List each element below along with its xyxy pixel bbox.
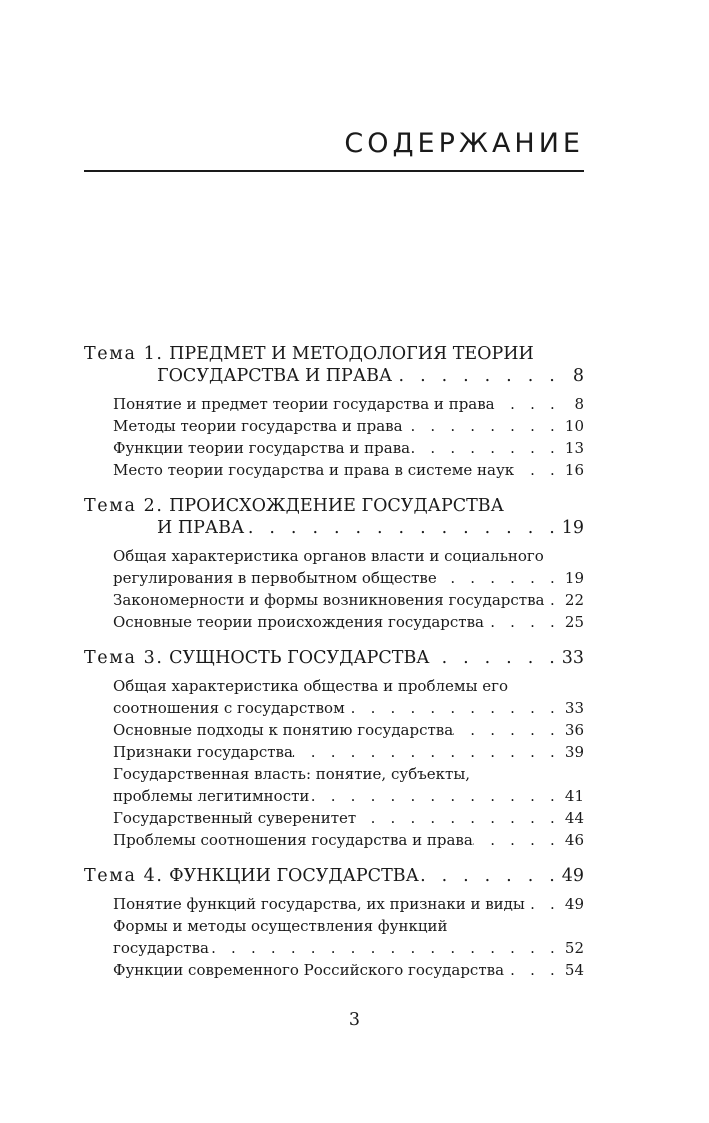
toc-topic-3 <box>84 647 584 669</box>
toc-entry[interactable] <box>113 829 584 851</box>
entry-title-first-line: Общая характеристика органов власти и социального <box>113 547 544 565</box>
entry-title: Государственный суверенитет <box>113 809 357 827</box>
leader-dots <box>504 959 560 981</box>
toc-topic-2 <box>84 495 584 539</box>
topic-title: ПРОИСХОЖДЕНИЕ ГОСУДАРСТВА <box>169 496 504 516</box>
entry-title-first-line: Государственная власть: понятие, субъекты, <box>113 765 471 783</box>
entry-title: проблемы легитимности <box>113 787 310 805</box>
leader-dots <box>544 589 560 611</box>
leader-dots <box>419 865 560 887</box>
page-ref: 10 <box>564 417 584 435</box>
toc-subsections-1 <box>84 393 584 481</box>
leader-dots <box>403 415 560 437</box>
page-ref: 49 <box>561 866 584 886</box>
toc-topic-4 <box>84 865 584 887</box>
toc-entry[interactable] <box>113 415 584 437</box>
page-ref: 49 <box>564 895 584 913</box>
entry-title: Понятие функций государства, их признаки и виды <box>113 895 525 913</box>
toc-entry[interactable] <box>113 437 584 459</box>
toc-entry[interactable] <box>113 741 584 763</box>
topic-title-continued: И ПРАВА <box>157 518 245 538</box>
toc-subsections-2 <box>84 545 584 633</box>
table-of-contents <box>84 343 584 981</box>
leader-dots <box>437 567 560 589</box>
entry-title: соотношения с государством <box>113 699 345 717</box>
page-number: 3 <box>348 1010 361 1030</box>
entry-title: Функции современного Российского государства <box>113 961 505 979</box>
entry-title: Функции теории государства и права <box>113 439 411 457</box>
topic-prefix: Тема 3. <box>84 648 164 668</box>
toc-entry[interactable] <box>113 393 584 415</box>
topic-title: ФУНКЦИИ ГОСУДАРСТВА <box>169 866 419 886</box>
leader-dots <box>495 393 560 415</box>
entry-title: Проблемы соотношения государства и права <box>113 831 473 849</box>
leader-dots <box>356 807 560 829</box>
topic-prefix: Тема 1. <box>84 344 164 364</box>
leader-dots <box>293 741 560 763</box>
toc-entry[interactable] <box>113 719 584 741</box>
topic-prefix: Тема 4. <box>84 866 164 886</box>
leader-dots <box>430 647 560 669</box>
page-ref: 46 <box>564 831 584 849</box>
page-ref: 39 <box>564 743 584 761</box>
page-ref: 41 <box>564 787 584 805</box>
entry-title-first-line: Общая характеристика общества и проблемы его <box>113 677 509 695</box>
toc-topic-1 <box>84 343 584 387</box>
page-ref: 13 <box>564 439 584 457</box>
page-ref: 52 <box>564 939 584 957</box>
toc-entry-topic-3[interactable] <box>84 647 584 669</box>
toc-entry[interactable] <box>113 697 584 719</box>
entry-title: регулирования в первобытном обществе <box>113 569 437 587</box>
leader-dots <box>392 365 560 387</box>
toc-entry[interactable] <box>113 959 584 981</box>
toc-entry[interactable] <box>113 459 584 481</box>
page-ref: 25 <box>564 613 584 631</box>
leader-dots <box>473 829 560 851</box>
toc-entry[interactable] <box>113 567 584 589</box>
leader-dots <box>514 459 560 481</box>
page-ref: 33 <box>561 648 584 668</box>
leader-dots <box>484 611 560 633</box>
topic-title: ПРЕДМЕТ И МЕТОДОЛОГИЯ ТЕОРИИ <box>169 344 534 364</box>
entry-title: Методы теории государства и права <box>113 417 403 435</box>
topic-title-continued: ГОСУДАРСТВА И ПРАВА <box>157 366 393 386</box>
entry-title: Основные теории происхождения государства <box>113 613 484 631</box>
leader-dots <box>309 785 560 807</box>
leader-dots <box>410 437 560 459</box>
leader-dots <box>525 893 560 915</box>
toc-entry-topic-2[interactable] <box>84 517 584 539</box>
leader-dots <box>244 517 560 539</box>
leader-dots <box>209 937 560 959</box>
entry-title: Место теории государства и права в системе наук <box>113 461 515 479</box>
toc-entry-topic-1[interactable] <box>84 365 584 387</box>
leader-dots <box>345 697 560 719</box>
entry-title: Закономерности и формы возникновения государства <box>113 591 545 609</box>
entry-title: Признаки государства <box>113 743 293 761</box>
entry-title: государства <box>113 939 209 957</box>
page-ref: 36 <box>564 721 584 739</box>
page-ref: 19 <box>561 518 584 538</box>
page-ref: 16 <box>564 461 584 479</box>
entry-title: Понятие и предмет теории государства и права <box>113 395 495 413</box>
toc-entry[interactable] <box>113 807 584 829</box>
page-ref: 33 <box>564 699 584 717</box>
leader-dots <box>453 719 560 741</box>
page-ref: 54 <box>564 961 584 979</box>
entry-title: Основные подходы к понятию государства <box>113 721 454 739</box>
toc-entry-topic-4[interactable] <box>84 865 584 887</box>
entry-title-first-line: Формы и методы осуществления функций <box>113 917 448 935</box>
topic-title: СУЩНОСТЬ ГОСУДАРСТВА <box>169 648 430 668</box>
page-ref: 22 <box>564 591 584 609</box>
toc-entry[interactable] <box>113 785 584 807</box>
toc-subsections-4 <box>84 893 584 981</box>
page-ref: 8 <box>574 395 584 413</box>
contents-heading: СОДЕРЖАНИЕ <box>344 128 584 159</box>
page-ref: 19 <box>564 569 584 587</box>
toc-entry[interactable] <box>113 589 584 611</box>
toc-entry[interactable] <box>113 893 584 915</box>
page-ref: 44 <box>564 809 584 827</box>
heading-rule <box>84 170 584 172</box>
toc-subsections-3 <box>84 675 584 851</box>
toc-entry[interactable] <box>113 611 584 633</box>
page-ref: 8 <box>572 366 584 386</box>
topic-prefix: Тема 2. <box>84 496 164 516</box>
toc-entry[interactable] <box>113 937 584 959</box>
